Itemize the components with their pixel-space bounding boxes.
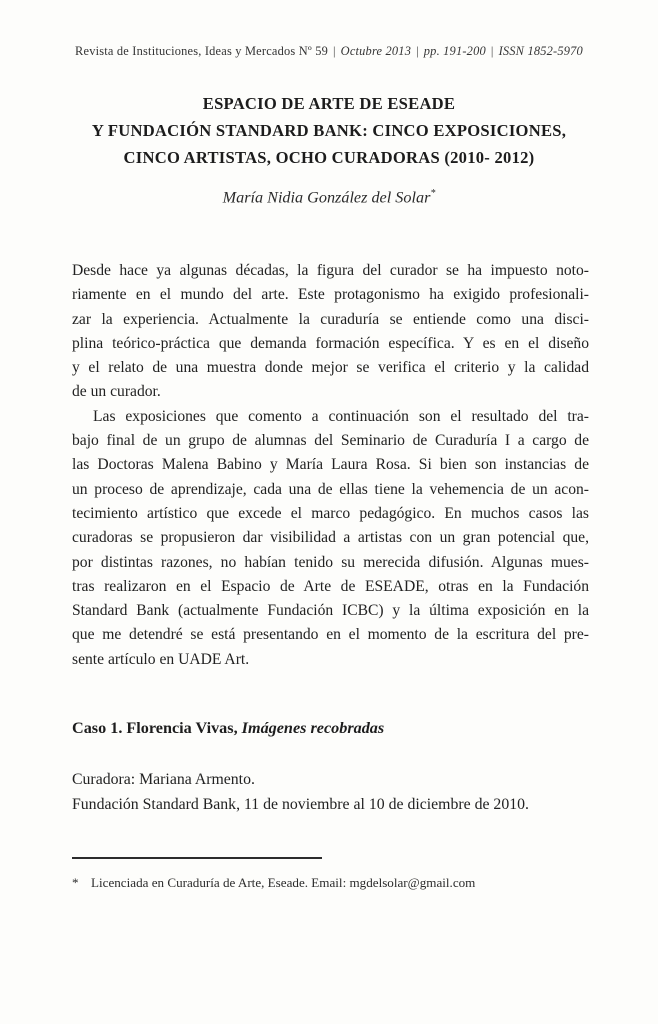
paragraph-2-line: tras realizaron en el Espacio de Arte de ESEADE, otras en la Fundación (72, 577, 589, 595)
paragraph-2-line: Las exposiciones que comento a continuación son el resultado del tra- (93, 407, 589, 425)
paragraph-1-line: Desde hace ya algunas décadas, la figura del curador se ha impuesto noto- (72, 262, 589, 279)
author-footnote (72, 875, 592, 891)
running-header (20, 44, 638, 59)
issn-number: ISSN 1852-5970 (498, 44, 583, 58)
paragraph-2-line: sente artículo en UADE Art. (72, 650, 250, 668)
paragraph-2-line: Standard Bank (actualmente Fundación ICBC) y la última exposición en la (72, 602, 589, 620)
author-byline (0, 188, 658, 207)
journal-name: Revista de Instituciones, Ideas y Mercados Nº 59 (75, 44, 328, 58)
paragraph-1-line: riamente en el mundo del arte. Este protagonismo ha exigido profesionali- (72, 286, 589, 304)
article-body (72, 259, 589, 672)
issue-date: Octubre 2013 (340, 44, 412, 58)
paragraph-1-line: zar la experiencia. Actualmente la curaduría se entiende como una disci- (72, 310, 589, 328)
paragraph-1-line: y el relato de una muestra donde mejor se verifica el criterio y la calidad (72, 359, 589, 377)
paragraph-2-line: que me detendré se está presentando en el momento de la escritura del pre- (72, 626, 589, 644)
case-1-heading-title: Imágenes recobradas (241, 719, 385, 737)
header-separator: | (416, 44, 419, 58)
paragraph-1-line: plina teórico-práctica que demanda formación específica. Y es en el diseño (72, 334, 589, 352)
paragraph-2-line: por distintas razones, no habían tenido su merecida difusión. Algunas mues- (72, 553, 589, 571)
case-1-heading (72, 719, 589, 738)
case-1-curator-line: Curadora: Mariana Armento. (72, 771, 255, 788)
title-line-3: CINCO ARTISTAS, OCHO CURADORAS (2010- 2012) (123, 148, 535, 167)
footnote-marker: * (72, 875, 79, 890)
header-separator: | (490, 44, 494, 58)
paragraph-2-line: las Doctoras Malena Babino y María Laura Rosa. Si bien son instancias de (72, 456, 589, 474)
case-1-heading-plain: Caso 1. Florencia Vivas, (72, 719, 242, 737)
paragraph-2-line: curadoras se propusieron dar visibilidad a artistas con un gran potencial que, (72, 529, 589, 547)
footnote-divider (72, 857, 322, 859)
header-separator: | (332, 44, 336, 58)
title-line-2: Y FUNDACIÓN STANDARD BANK: CINCO EXPOSICIONES, (91, 121, 567, 140)
paragraph-2-line: bajo final de un grupo de alumnas del Seminario de Curaduría I a cargo de (72, 432, 589, 450)
footnote-text: Licenciada en Curaduría de Arte, Eseade. Email: mgdelsolar@gmail.com (91, 875, 476, 890)
paragraph-2-line: tecimiento artístico que excede el marco pedagógico. En muchos casos las (72, 504, 589, 522)
case-1-venue-line: Fundación Standard Bank, 11 de noviembre al 10 de diciembre de 2010. (72, 796, 529, 814)
author-name: María Nidia González del Solar (222, 188, 431, 207)
author-footnote-mark: * (430, 188, 436, 199)
title-line-1: ESPACIO DE ARTE DE ESEADE (202, 94, 456, 113)
article-title (36, 90, 622, 171)
paragraph-2-line: un proceso de aprendizaje, cada una de ellas tiene la vehemencia de un acon- (72, 480, 589, 498)
paragraph-1-line: de un curador. (72, 383, 161, 401)
page-range: pp. 191-200 (423, 44, 486, 58)
case-1-details (72, 767, 589, 818)
